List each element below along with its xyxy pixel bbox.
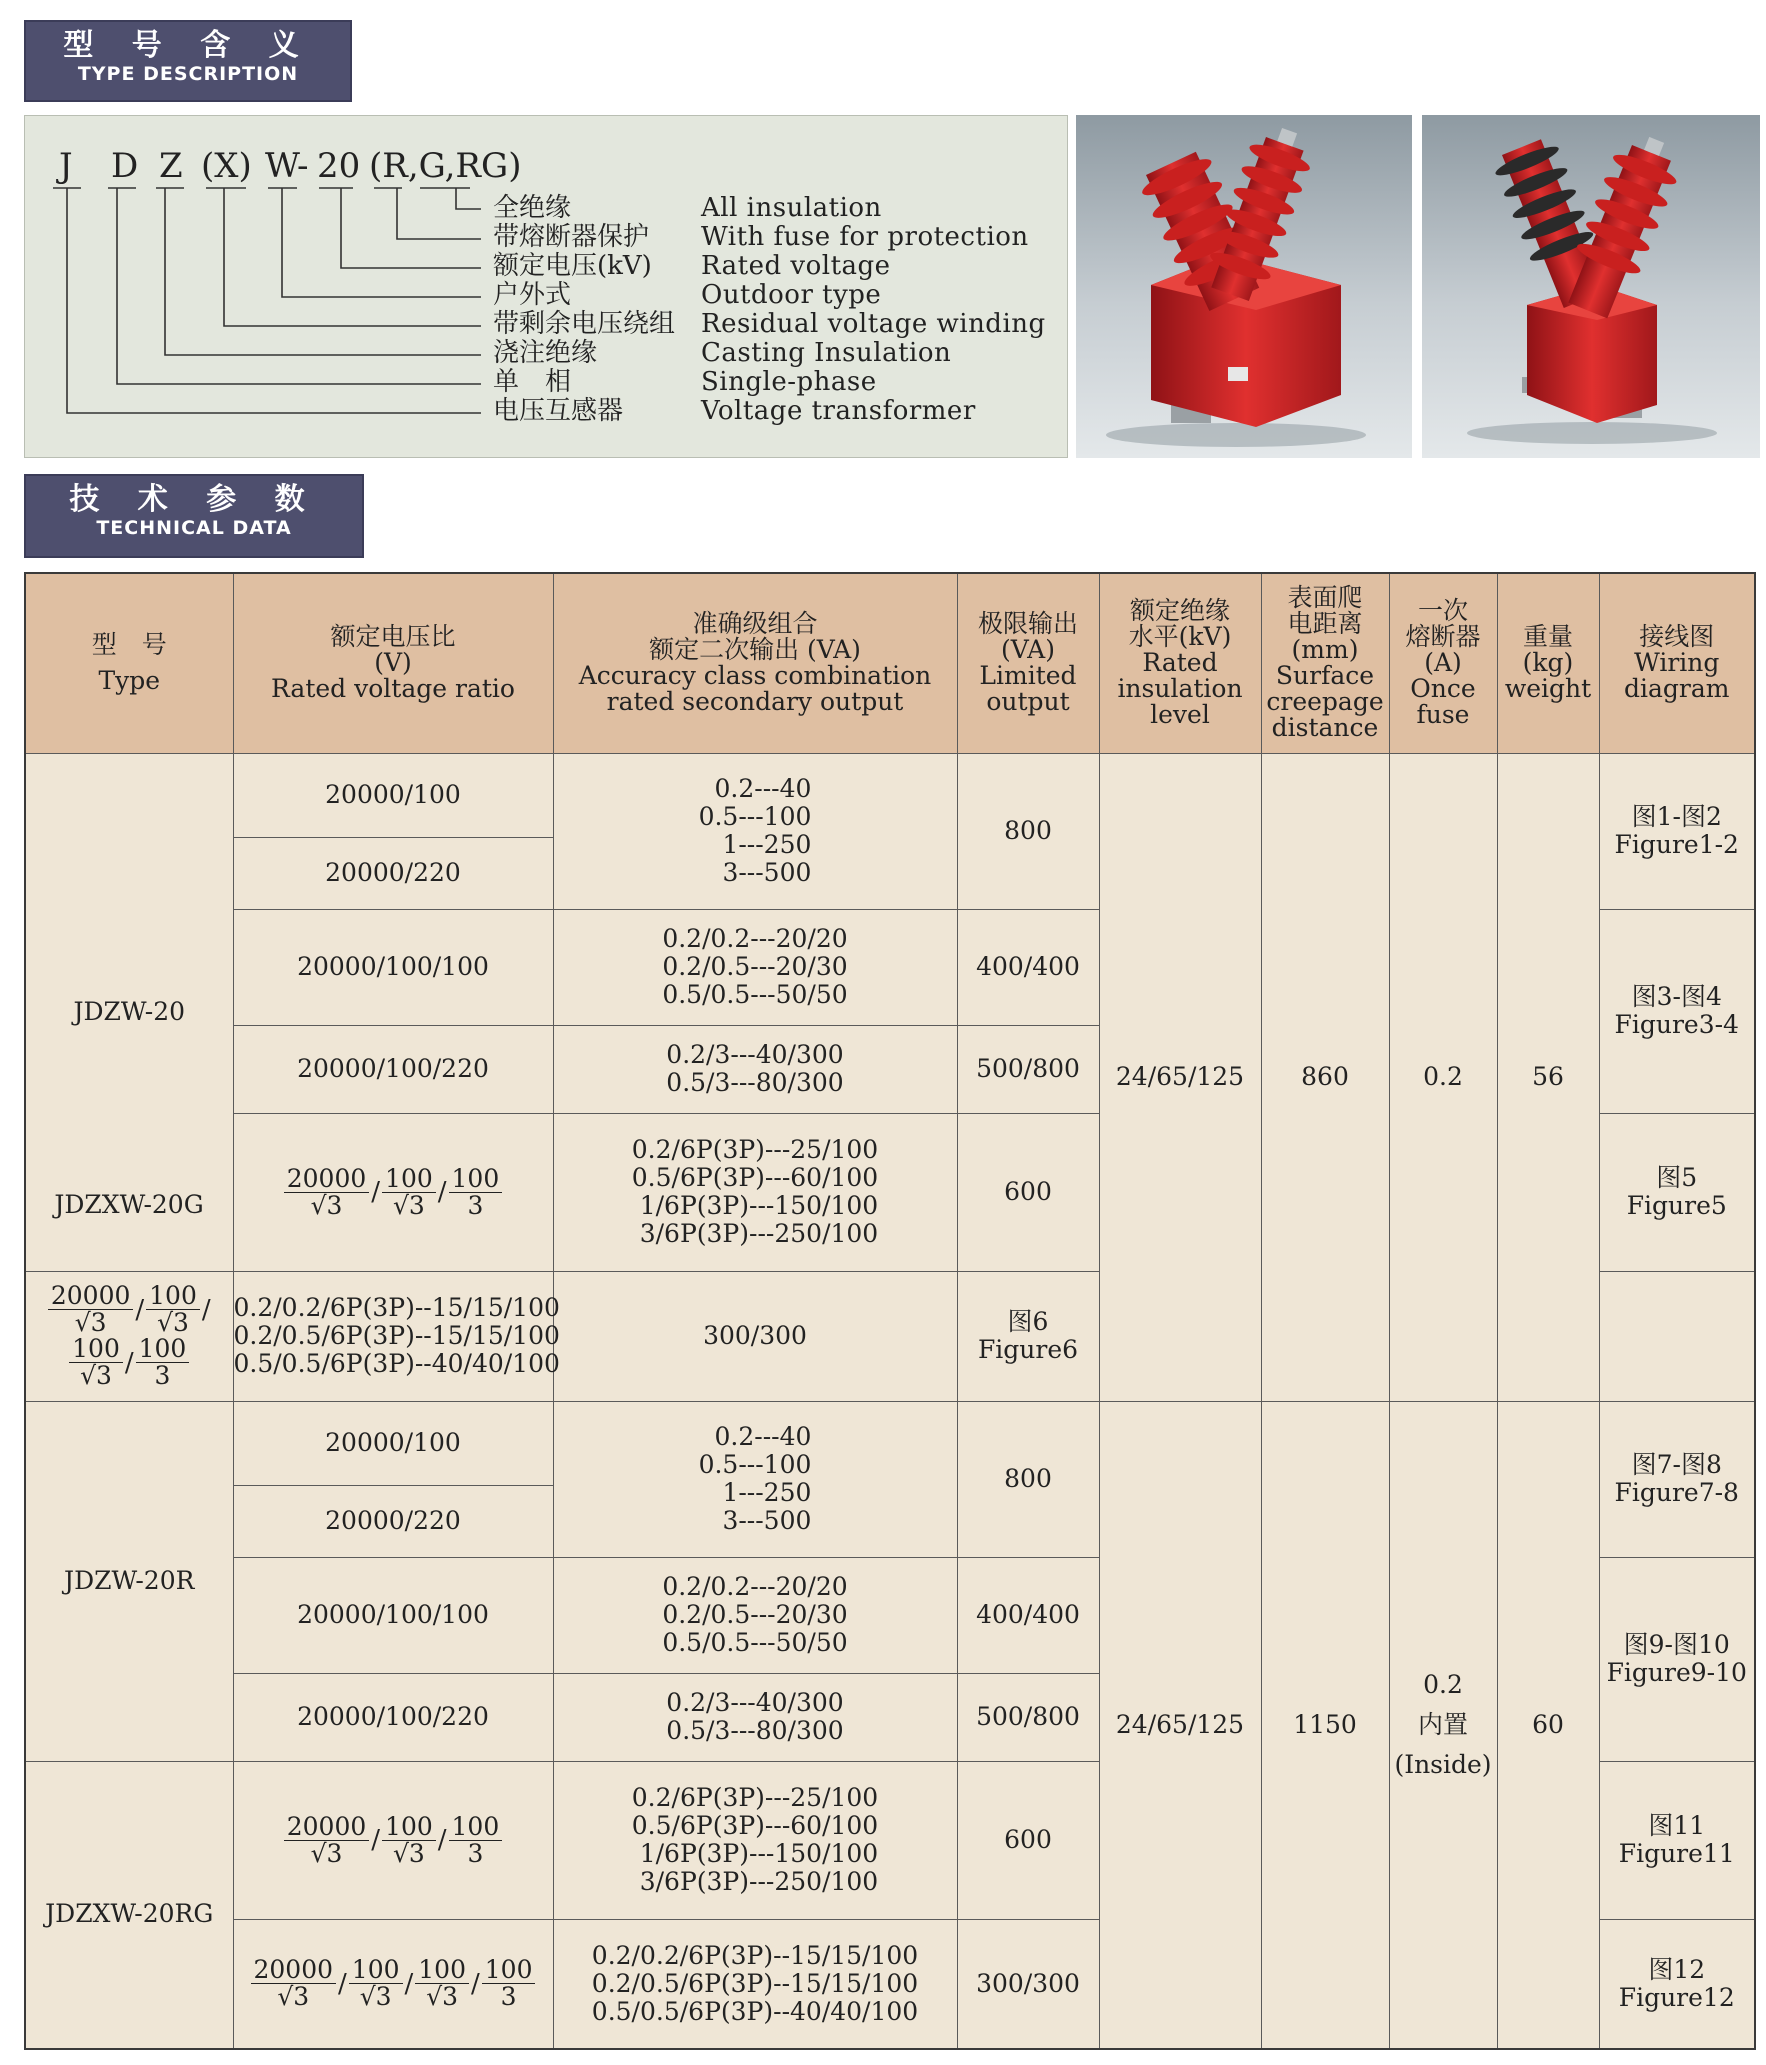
weight-cell: 56 — [1497, 753, 1599, 1401]
header-accuracy: 准确级组合 额定二次输出 (VA) Accuracy class combination rated secondary output — [553, 573, 957, 753]
type-item-cn: 户外式 — [493, 280, 572, 310]
accuracy-cell: 0.2/0.2---20/20 0.2/0.5---20/30 0.5/0.5---50/50 — [553, 909, 957, 1025]
code-letter-z: Z — [159, 146, 183, 186]
technical-data-title-en: TECHNICAL DATA — [96, 517, 292, 539]
type-item-en: Casting Insulation — [701, 338, 952, 368]
type-item-cn: 全绝缘 — [493, 193, 572, 223]
wiring-cell: 图12 Figure12 — [1599, 1919, 1755, 2049]
wiring-cell: 图9-图10 Figure9-10 — [1599, 1557, 1755, 1761]
technical-data-title-cn: 技 术 参 数 — [69, 482, 319, 517]
ratio-fraction-cell: $\frac{20000}{√3}$ / $\frac{100}{√3}$ / $\frac{100}{√3}$ / $\frac{100}{3}$ — [25, 1271, 233, 1401]
header-type: 型 号 Type — [25, 573, 233, 753]
type-description-title-en: TYPE DESCRIPTION — [77, 63, 299, 85]
header-weight: 重量 (kg) weight — [1497, 573, 1599, 753]
code-suffix: (R,G,RG) — [369, 146, 522, 186]
accuracy-cell: 0.2/3---40/300 0.5/3---80/300 — [553, 1025, 957, 1113]
ratio-cell: 20000/220 — [233, 837, 553, 909]
header-fuse: 一次 熔断器 (A) Once fuse — [1389, 573, 1497, 753]
ratio-fraction-cell: $\frac{20000}{√3}$ / $\frac{100}{√3}$ / $\frac{100}{√3}$ / $\frac{100}{3}$ — [233, 1919, 553, 2049]
table-row — [25, 1401, 1755, 1485]
header-limited-output: 极限输出 (VA) Limited output — [957, 573, 1099, 753]
wiring-cell: 图6 Figure6 — [957, 1271, 1099, 1401]
wiring-cell: 图1-图2 Figure1-2 — [1599, 753, 1755, 909]
header-insulation-level: 额定绝缘 水平(kV) Rated insulation level — [1099, 573, 1261, 753]
ratio-cell: 20000/100 — [233, 753, 553, 837]
type-item-en: All insulation — [701, 193, 882, 223]
limit-cell: 500/800 — [957, 1025, 1099, 1113]
type-item-en: Outdoor type — [701, 280, 882, 310]
type-item-cn: 带剩余电压绕组 — [493, 309, 676, 339]
type-cell: JDZXW-20RG — [25, 1761, 233, 2049]
wiring-cell: 图7-图8 Figure7-8 — [1599, 1401, 1755, 1557]
accuracy-cell: 0.2/0.2/6P(3P)--15/15/100 0.2/0.5/6P(3P)--15/15/100 0.5/0.5/6P(3P)--40/40/100 — [233, 1271, 553, 1401]
limit-cell: 800 — [957, 753, 1099, 909]
type-item-cn: 单 相 — [493, 367, 572, 397]
type-item-cn: 电压互感器 — [493, 396, 624, 426]
ratio-cell: 20000/100 — [233, 1401, 553, 1485]
ratio-fraction-cell: $\frac{20000}{√3}$ / $\frac{100}{√3}$ / $\frac{100}{3}$ — [233, 1761, 553, 1919]
type-item-cn: 浇注绝缘 — [493, 338, 598, 368]
wiring-cell: 图5 Figure5 — [1599, 1113, 1755, 1271]
transformer-illustration — [1076, 115, 1412, 458]
insulation-cell: 24/65/125 — [1099, 1401, 1261, 2049]
ratio-cell: 20000/220 — [233, 1485, 553, 1557]
type-item-en: Single-phase — [701, 367, 877, 397]
code-letter-j: J — [59, 146, 73, 186]
ratio-cell: 20000/100/220 — [233, 1673, 553, 1761]
code-letter-d: D — [111, 146, 139, 186]
limit-cell: 600 — [957, 1761, 1099, 1919]
header-creepage-distance: 表面爬 电距离 (mm) Surface creepage distance — [1261, 573, 1389, 753]
wiring-cell: 图11 Figure11 — [1599, 1761, 1755, 1919]
accuracy-cell: 0.2/0.2/6P(3P)--15/15/100 0.2/0.5/6P(3P)--15/15/100 0.5/0.5/6P(3P)--40/40/100 — [553, 1919, 957, 2049]
insulation-cell: 24/65/125 — [1099, 753, 1261, 1401]
type-item-en: With fuse for protection — [701, 222, 1029, 252]
type-description-box — [24, 115, 1068, 458]
fuse-cell: 0.2 — [1389, 753, 1497, 1401]
fuse-cell: 0.2 内置 (Inside) — [1389, 1401, 1497, 2049]
type-cell: JDZW-20R — [25, 1401, 233, 1761]
type-item-en: Rated voltage — [701, 251, 891, 281]
code-dash: - — [297, 146, 309, 186]
product-photo-side — [1422, 115, 1760, 458]
limit-cell: 300/300 — [553, 1271, 957, 1401]
ratio-cell: 20000/100/100 — [233, 1557, 553, 1673]
accuracy-cell: 0.2/0.2---20/20 0.2/0.5---20/30 0.5/0.5---50/50 — [553, 1557, 957, 1673]
creepage-cell: 860 — [1261, 753, 1389, 1401]
creepage-cell: 1150 — [1261, 1401, 1389, 2049]
technical-data-header — [24, 474, 364, 558]
limit-cell: 800 — [957, 1401, 1099, 1557]
code-voltage: 20 — [317, 146, 361, 186]
accuracy-cell: 0.2---40 0.5---100 1---250 3---500 — [553, 1401, 957, 1557]
limit-cell: 300/300 — [957, 1919, 1099, 2049]
ratio-cell: 20000/100/220 — [233, 1025, 553, 1113]
table-row — [25, 753, 1755, 837]
type-item-en: Voltage transformer — [701, 396, 976, 426]
accuracy-cell: 0.2/6P(3P)---25/100 0.5/6P(3P)---60/100 1/6P(3P)---150/100 3/6P(3P)---250/100 — [553, 1761, 957, 1919]
limit-cell: 400/400 — [957, 1557, 1099, 1673]
ratio-cell: 20000/100/100 — [233, 909, 553, 1025]
accuracy-cell: 0.2/6P(3P)---25/100 0.5/6P(3P)---60/100 1/6P(3P)---150/100 3/6P(3P)---250/100 — [553, 1113, 957, 1271]
limit-cell: 600 — [957, 1113, 1099, 1271]
code-letter-w: W — [265, 146, 300, 186]
type-cell: JDZW-20 — [25, 753, 233, 1271]
type-item-cn: 带熔断器保护 — [493, 222, 650, 252]
type-description-title-cn: 型 号 含 义 — [63, 28, 313, 63]
accuracy-cell: 0.2---40 0.5---100 1---250 3---500 — [553, 753, 957, 909]
weight-cell: 60 — [1497, 1401, 1599, 2049]
product-photo-front — [1076, 115, 1412, 458]
ratio-fraction-cell: $\frac{20000}{√3}$ / $\frac{100}{√3}$ / $\frac{100}{3}$ — [233, 1113, 553, 1271]
accuracy-cell: 0.2/3---40/300 0.5/3---80/300 — [553, 1673, 957, 1761]
wiring-cell: 图3-图4 Figure3-4 — [1599, 909, 1755, 1113]
limit-cell: 500/800 — [957, 1673, 1099, 1761]
type-item-en: Residual voltage winding — [701, 309, 1046, 339]
technical-data-table — [24, 572, 1756, 2050]
header-wiring-diagram: 接线图 Wiring diagram — [1599, 573, 1755, 753]
type-label-jdzxw-20g: JDZXW-20G — [26, 1190, 232, 1220]
transformer-illustration — [1422, 115, 1760, 458]
table-header-row — [25, 573, 1755, 753]
code-letter-x: (X) — [201, 146, 252, 186]
type-description-header — [24, 20, 352, 102]
header-ratio: 额定电压比 (V) Rated voltage ratio — [233, 573, 553, 753]
type-item-cn: 额定电压(kV) — [493, 251, 652, 281]
limit-cell: 400/400 — [957, 909, 1099, 1025]
